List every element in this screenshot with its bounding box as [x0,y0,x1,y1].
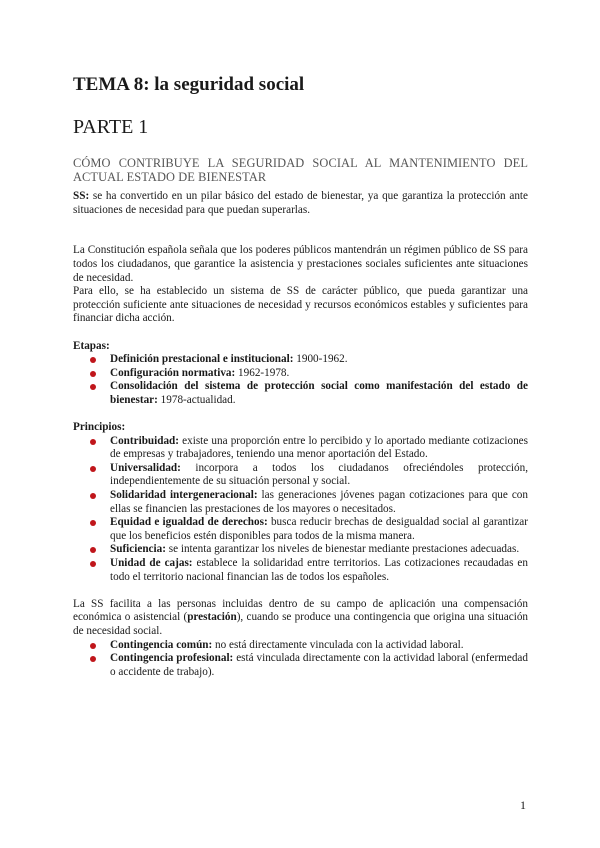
list-item [73,462,528,489]
page-title: TEMA 8: la seguridad social [73,74,305,95]
principios-list [73,435,528,585]
item-text: las generaciones jóvenes pagan cotizaciones para que con ellas se financien las prestaciones de los mayores o necesitados. [110,489,528,515]
principios-heading: Principios: [73,421,126,434]
intro-label: SS: [73,190,90,202]
list-item [73,353,528,367]
list-item [73,543,528,557]
item-label: Unidad de cajas: [110,557,193,570]
bullet-icon [90,384,96,390]
bullet-icon [90,493,96,499]
list-item [73,639,528,653]
intro-paragraph [73,190,528,217]
bullet-icon [90,439,96,445]
list-item [73,435,528,462]
list-item [73,380,528,407]
item-text: 1978-actualidad. [157,393,236,406]
item-label: Solidaridad intergeneracional: [110,489,258,502]
bullet-icon [90,520,96,526]
etapas-heading: Etapas: [73,339,110,352]
section-subtitle: CÓMO CONTRIBUYE LA SEGURIDAD SOCIAL AL MANTENIMIENTO DEL ACTUAL ESTADO DE BIENESTAR [73,156,528,184]
document-body [73,190,528,679]
item-text: incorpora a todos los ciudadanos ofreciéndoles protección, independientemente de su situación personal y social. [110,461,528,488]
prestacion-text-after: ), cuando se produce una contingencia que origina una situación de necesidad social. [73,611,529,637]
list-item [73,557,528,584]
list-item [73,652,528,679]
item-text: está vinculada directamente con la actividad laboral (enfermedad o accidente de trabajo). [110,652,528,678]
item-text: establece la solidaridad entre territorios. Las cotizaciones recaudadas en todo el territorio nacional financian las de todos los españoles. [110,557,528,583]
item-label: Equidad e igualdad de derechos: [110,516,268,529]
item-label: Configuración normativa: [110,366,236,379]
bullet-icon [90,466,96,472]
item-label: Universalidad: [110,461,181,474]
page-number: 1 [520,798,526,812]
bullet-icon [90,371,96,377]
prestacion-paragraph [73,598,528,639]
bullet-icon [90,561,96,567]
bullet-icon [90,357,96,363]
prestacion-term: prestación [187,611,237,624]
item-text: busca reducir brechas de desigualdad social al garantizar que los beneficios estén disponibles para todos de la misma manera. [110,516,528,542]
item-text: existe una proporción entre lo percibido y lo aportado mediante cotizaciones de empresas y trabajadores, teniendo una menor aportación del Estado. [110,434,528,461]
item-text: se intenta garantizar los niveles de bienestar mediante prestaciones adecuadas. [165,543,520,556]
bullet-icon [90,547,96,553]
item-label: Contingencia profesional: [110,652,234,665]
item-text: no está directamente vinculada con la actividad laboral. [212,638,464,651]
constitution-paragraph: La Constitución española señala que los poderes públicos mantendrán un régimen público de SS para todos los ciudadanos, que garantice la asistencia y prestaciones sociales suficientes ante situaciones de necesidad. [73,244,528,284]
list-item [73,489,528,516]
etapas-list [73,353,528,407]
bullet-icon [90,643,96,649]
item-label: Consolidación del sistema de protección social como manifestación del estado de bienestar: [110,380,528,406]
contingencias-list [73,639,528,680]
prestacion-text-before: La SS facilita a las personas incluidas dentro de su campo de aplicación una compensación económica o asistencial ( [73,597,528,624]
item-text: 1962-1978. [235,366,290,379]
intro-text: se ha convertido en un pilar básico del estado de bienestar, ya que garantiza la protección ante situaciones de necesidad para que puedan superarlas. [73,190,528,216]
item-label: Definición prestacional e institucional: [110,353,294,366]
item-text: 1900-1962. [293,353,348,366]
item-label: Contribuidad: [110,434,180,447]
item-label: Suficiencia: [110,543,166,556]
system-paragraph: Para ello, se ha establecido un sistema de SS de carácter público, que pueda garantizar una protección suficiente ante situaciones de necesidad y recursos económicos estables y suficientes para financiar dicha acción. [73,285,528,325]
list-item [73,367,528,381]
list-item [73,516,528,543]
bullet-icon [90,656,96,662]
part-heading: PARTE 1 [73,116,149,138]
item-label: Contingencia común: [110,638,213,651]
